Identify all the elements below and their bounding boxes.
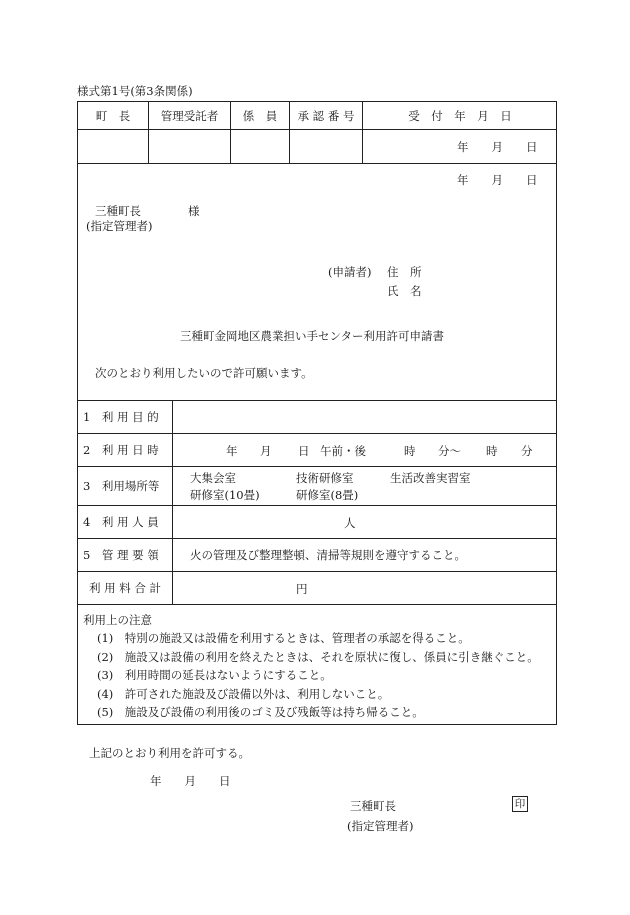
purpose-label: 1 利 用 目 的 <box>83 410 159 424</box>
trustee-stamp-field[interactable] <box>149 130 230 163</box>
room-option-main-hall[interactable]: 大集会室 <box>190 471 236 485</box>
row-divider <box>77 604 557 605</box>
datetime-month: 月 <box>260 444 272 458</box>
note-item: (3) 利用時間の延長はないようにすること。 <box>97 668 332 682</box>
address-label: 住 所 <box>387 265 422 279</box>
rules-label: 5 管 理 要 領 <box>83 548 159 562</box>
room-option-technical-training[interactable]: 技術研修室 <box>296 471 354 485</box>
header-col-approval-number: 承 認 番 号 <box>297 108 355 123</box>
datetime-end-hour: 時 <box>486 444 498 458</box>
room-option-training-10[interactable]: 研修室(10畳) <box>190 488 260 502</box>
header-col-receipt-date: 受 付 年 月 日 <box>408 108 512 123</box>
notes-heading: 利用上の注意 <box>83 613 152 627</box>
note-item: (5) 施設及び設備の利用後のゴミ及び残飯等は持ち帰ること。 <box>97 705 424 719</box>
header-col-mayor: 町 長 <box>95 108 131 123</box>
form-title: 三種町金岡地区農業担い手センター利用許可申請書 <box>180 329 445 343</box>
fee-unit: 円 <box>296 582 308 596</box>
purpose-field[interactable] <box>173 401 556 433</box>
note-item: (4) 許可された施設及び設備以外は、利用しないこと。 <box>97 687 390 701</box>
datetime-day: 日 <box>298 444 310 458</box>
applicant-label: (申請者) <box>328 265 372 279</box>
header-col-trustee: 管理受託者 <box>160 108 219 123</box>
datetime-label: 2 利 用 日 時 <box>83 443 159 457</box>
approval-signer: 三種町長 <box>350 799 396 813</box>
fee-label: 利 用 料 合 計 <box>88 581 162 595</box>
rules-text: 火の管理及び整理整頓、清掃等規則を遵守すること。 <box>190 548 466 562</box>
approval-designated-manager: (指定管理者) <box>347 819 414 833</box>
datetime-start-minute: 分～ <box>438 444 461 458</box>
approval-statement: 上記のとおり利用を許可する。 <box>89 746 250 760</box>
datetime-start-hour: 時 <box>404 444 416 458</box>
note-item: (2) 施設又は設備の利用を終えたときは、それを原状に復し、係員に引き継ぐこと。 <box>97 650 539 664</box>
addressee-honorific: 様 <box>188 204 200 218</box>
datetime-ampm[interactable]: 午前・後 <box>320 444 366 458</box>
addressee: 三種町長 <box>95 204 141 218</box>
receipt-date-field[interactable]: 年 月 日 <box>457 140 538 154</box>
datetime-end-minute: 分 <box>521 444 533 458</box>
persons-label: 4 利 用 人 員 <box>83 515 159 529</box>
approval-number-field[interactable] <box>290 130 362 163</box>
datetime-year: 年 <box>226 444 238 458</box>
designated-manager-label: (指定管理者) <box>86 219 153 233</box>
place-label: 3 利用場所等 <box>83 479 160 493</box>
application-statement: 次のとおり利用したいので許可願います。 <box>95 366 313 380</box>
persons-unit: 人 <box>344 516 356 530</box>
name-label: 氏 名 <box>387 284 422 298</box>
note-item: (1) 特別の施設又は設備を利用するときは、管理者の承認を得ること。 <box>97 631 470 645</box>
header-col-staff: 係 員 <box>242 108 278 123</box>
room-option-training-8[interactable]: 研修室(8畳) <box>296 488 359 502</box>
room-option-home-economics[interactable]: 生活改善実習室 <box>390 471 471 485</box>
staff-stamp-field[interactable] <box>231 130 289 163</box>
form-number: 様式第1号(第3条関係) <box>77 84 193 98</box>
application-date[interactable]: 年 月 日 <box>457 173 538 187</box>
approval-date[interactable]: 年 月 日 <box>150 774 231 788</box>
mayor-stamp-field[interactable] <box>78 130 148 163</box>
seal-icon: 印 <box>512 796 528 812</box>
